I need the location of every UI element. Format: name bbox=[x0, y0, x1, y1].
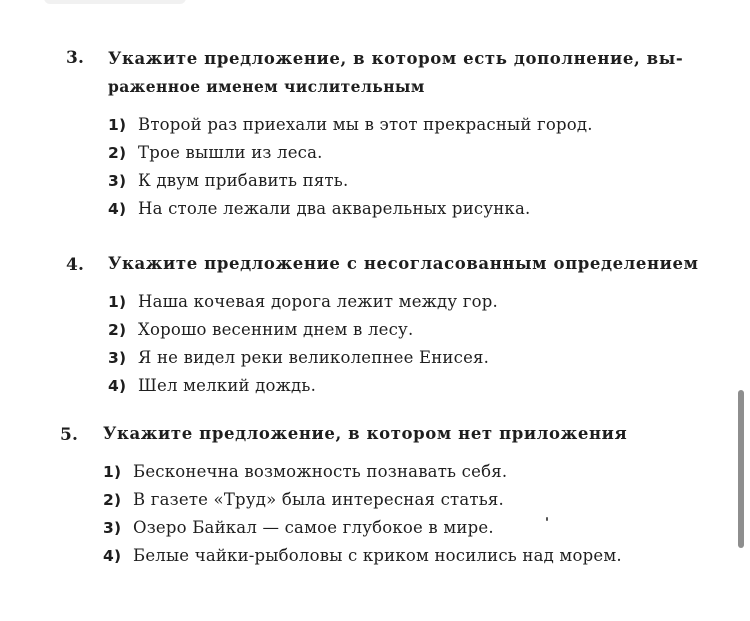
question-number: 5. bbox=[60, 425, 79, 445]
question-text bbox=[108, 250, 699, 278]
option-number: 2) bbox=[108, 144, 127, 162]
option-number: 3) bbox=[108, 349, 127, 367]
list-item bbox=[108, 111, 593, 139]
list-item bbox=[108, 344, 498, 372]
option-text: Бесконечна возможность познавать себя. bbox=[133, 462, 508, 481]
option-number: 4) bbox=[103, 547, 122, 565]
list-item bbox=[103, 542, 622, 570]
question-text bbox=[108, 45, 683, 101]
list-item bbox=[108, 288, 498, 316]
option-number: 3) bbox=[108, 172, 127, 190]
list-item bbox=[108, 139, 593, 167]
options-list bbox=[108, 111, 593, 223]
ink-speck bbox=[546, 517, 548, 521]
option-text: В газете «Труд» была интересная статья. bbox=[133, 490, 504, 509]
option-number: 2) bbox=[103, 491, 122, 509]
question-text-line1: Укажите предложение, в котором нет приложения bbox=[103, 424, 628, 443]
list-item bbox=[103, 458, 622, 486]
option-text: Белые чайки-рыболовы с криком носились над морем. bbox=[133, 546, 622, 565]
question-text-line1: Укажите предложение с несогласованным определением bbox=[108, 254, 699, 273]
list-item bbox=[103, 514, 622, 542]
option-text: Шел мелкий дождь. bbox=[138, 376, 317, 395]
list-item bbox=[108, 195, 593, 223]
option-text: Наша кочевая дорога лежит между гор. bbox=[138, 292, 498, 311]
option-text: Я не видел реки великолепнее Енисея. bbox=[138, 348, 490, 367]
question-text-line2: раженное именем числительным bbox=[108, 77, 425, 96]
option-number: 2) bbox=[108, 321, 127, 339]
option-number: 4) bbox=[108, 377, 127, 395]
option-text: Второй раз приехали мы в этот прекрасный город. bbox=[138, 115, 593, 134]
list-item bbox=[108, 167, 593, 195]
list-item bbox=[108, 372, 498, 400]
option-number: 1) bbox=[108, 116, 127, 134]
list-item bbox=[108, 316, 498, 344]
option-text: Хорошо весенним днем в лесу. bbox=[138, 320, 414, 339]
option-text: Трое вышли из леса. bbox=[138, 143, 323, 162]
option-number: 4) bbox=[108, 200, 127, 218]
option-text: К двум прибавить пять. bbox=[138, 171, 349, 190]
options-list bbox=[108, 288, 498, 400]
top-tab-edge bbox=[44, 0, 186, 4]
option-number: 1) bbox=[108, 293, 127, 311]
options-list bbox=[103, 458, 622, 570]
option-text: На столе лежали два акварельных рисунка. bbox=[138, 199, 531, 218]
option-number: 3) bbox=[103, 519, 122, 537]
question-number: 3. bbox=[66, 48, 85, 68]
option-text: Озеро Байкал — самое глубокое в мире. bbox=[133, 518, 494, 537]
question-number: 4. bbox=[66, 255, 85, 275]
question-text-line1: Укажите предложение, в котором есть дополнение, вы- bbox=[108, 49, 684, 68]
option-number: 1) bbox=[103, 463, 122, 481]
question-text bbox=[103, 420, 627, 448]
vertical-scrollbar[interactable] bbox=[738, 390, 744, 548]
list-item bbox=[103, 486, 622, 514]
